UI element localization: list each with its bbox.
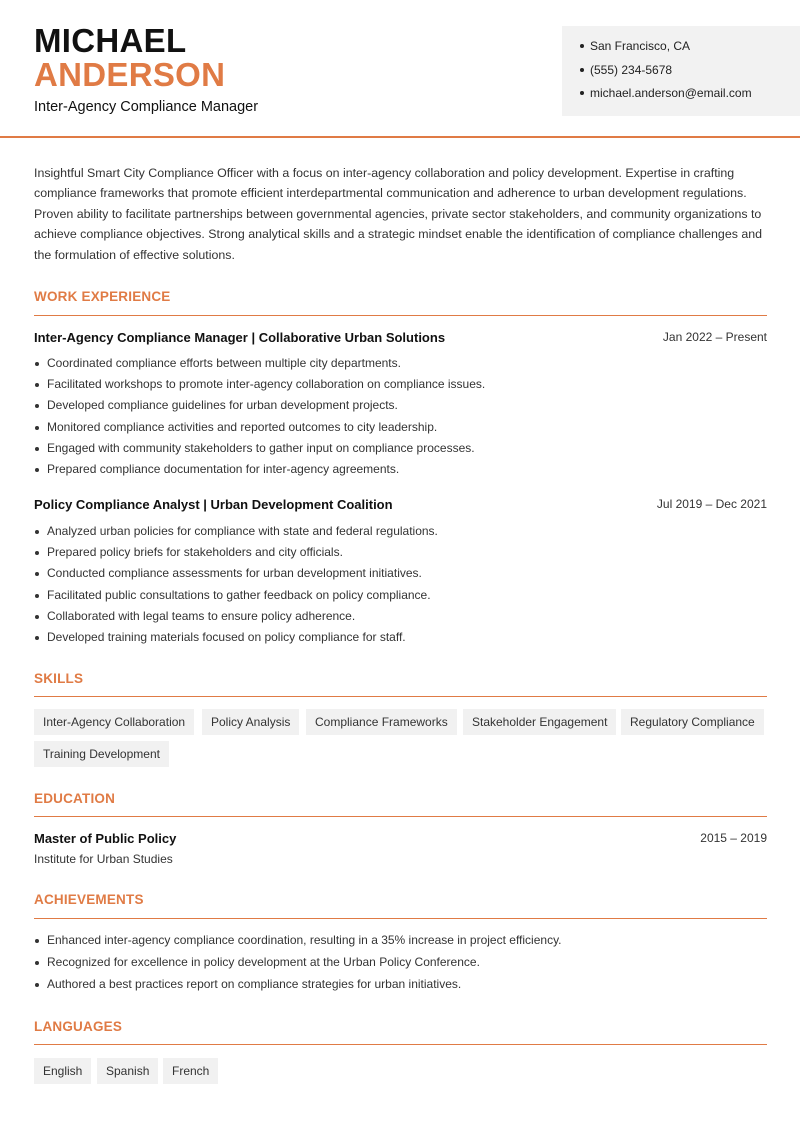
job-header — [34, 330, 767, 348]
contact-location: San Francisco, CA — [580, 37, 800, 61]
list-item: Monitored compliance activities and reported outcomes to city leadership. — [34, 419, 767, 440]
list-item: Collaborated with legal teams to ensure policy adherence. — [34, 608, 767, 629]
list-item: Recognized for excellence in policy development at the Urban Policy Conference. — [34, 954, 767, 976]
last-name: ANDERSON — [34, 56, 226, 93]
list-item: Prepared policy briefs for stakeholders and city officials. — [34, 544, 767, 565]
list-item: Authored a best practices report on compliance strategies for urban initiatives. — [34, 976, 767, 998]
summary-text: Insightful Smart City Compliance Officer with a focus on inter-agency collaboration and policy development. Expertise in crafting compliance frameworks that promote efficient interdepartmental communication and adherence to urban development regulations. Proven ability to facilitate partnerships between governmental agencies, private sector stakeholders, and community organizations to achieve compliance objectives. Strong analytical skills and a strategic mindset enable the identification of compliance challenges and the formulation of effective solutions. — [34, 166, 763, 262]
contact-email[interactable]: michael.anderson@email.com — [580, 84, 800, 108]
first-name: MICHAEL — [34, 22, 187, 59]
skill-tag: Regulatory Compliance — [621, 709, 764, 735]
job-role: Policy Compliance Analyst | Urban Development Coalition — [34, 497, 393, 512]
skill-tag: Policy Analysis — [202, 709, 299, 735]
list-item: Developed compliance guidelines for urban development projects. — [34, 397, 767, 418]
section-divider — [34, 696, 767, 697]
language-tag: Spanish — [97, 1058, 158, 1084]
section-title-work: WORK EXPERIENCE — [34, 289, 171, 304]
contact-phone: (555) 234-5678 — [580, 61, 800, 85]
section-title-skills: SKILLS — [34, 671, 84, 686]
section-divider — [34, 918, 767, 919]
job-header — [34, 497, 767, 515]
job-bullets — [34, 355, 767, 482]
list-item: Facilitated workshops to promote inter-agency collaboration on compliance issues. — [34, 376, 767, 397]
language-tag: French — [163, 1058, 218, 1084]
job-role: Inter-Agency Compliance Manager | Collaborative Urban Solutions — [34, 330, 446, 345]
language-tag: English — [34, 1058, 91, 1084]
job-bullets — [34, 523, 767, 650]
section-divider — [34, 816, 767, 817]
education-school: Institute for Urban Studies — [34, 852, 173, 866]
achievement-bullets — [34, 932, 767, 998]
section-title-achievements: ACHIEVEMENTS — [34, 892, 144, 907]
list-item: Prepared compliance documentation for inter-agency agreements. — [34, 461, 767, 482]
list-item: Engaged with community stakeholders to gather input on compliance processes. — [34, 440, 767, 461]
skill-tag: Stakeholder Engagement — [463, 709, 616, 735]
resume-header — [0, 0, 800, 138]
section-divider — [34, 1044, 767, 1045]
list-item: Enhanced inter-agency compliance coordination, resulting in a 35% increase in project efficiency. — [34, 932, 767, 954]
list-item: Conducted compliance assessments for urban development initiatives. — [34, 565, 767, 586]
skill-tag: Compliance Frameworks — [306, 709, 457, 735]
education-dates: 2015 – 2019 — [700, 831, 767, 845]
list-item: Developed training materials focused on policy compliance for staff. — [34, 629, 767, 650]
job-dates: Jul 2019 – Dec 2021 — [656, 497, 767, 511]
job-title: Inter-Agency Compliance Manager — [34, 99, 259, 115]
skill-tag: Training Development — [34, 741, 169, 767]
list-item: Analyzed urban policies for compliance with state and federal regulations. — [34, 523, 767, 544]
contact-box — [562, 26, 800, 116]
education-degree: Master of Public Policy — [34, 831, 177, 846]
section-divider — [34, 315, 767, 316]
job-dates: Jan 2022 – Present — [662, 330, 767, 344]
skill-tag: Inter-Agency Collaboration — [34, 709, 194, 735]
list-item: Coordinated compliance efforts between multiple city departments. — [34, 355, 767, 376]
section-title-languages: LANGUAGES — [34, 1019, 123, 1034]
list-item: Facilitated public consultations to gather feedback on policy compliance. — [34, 587, 767, 608]
section-title-education: EDUCATION — [34, 791, 116, 806]
